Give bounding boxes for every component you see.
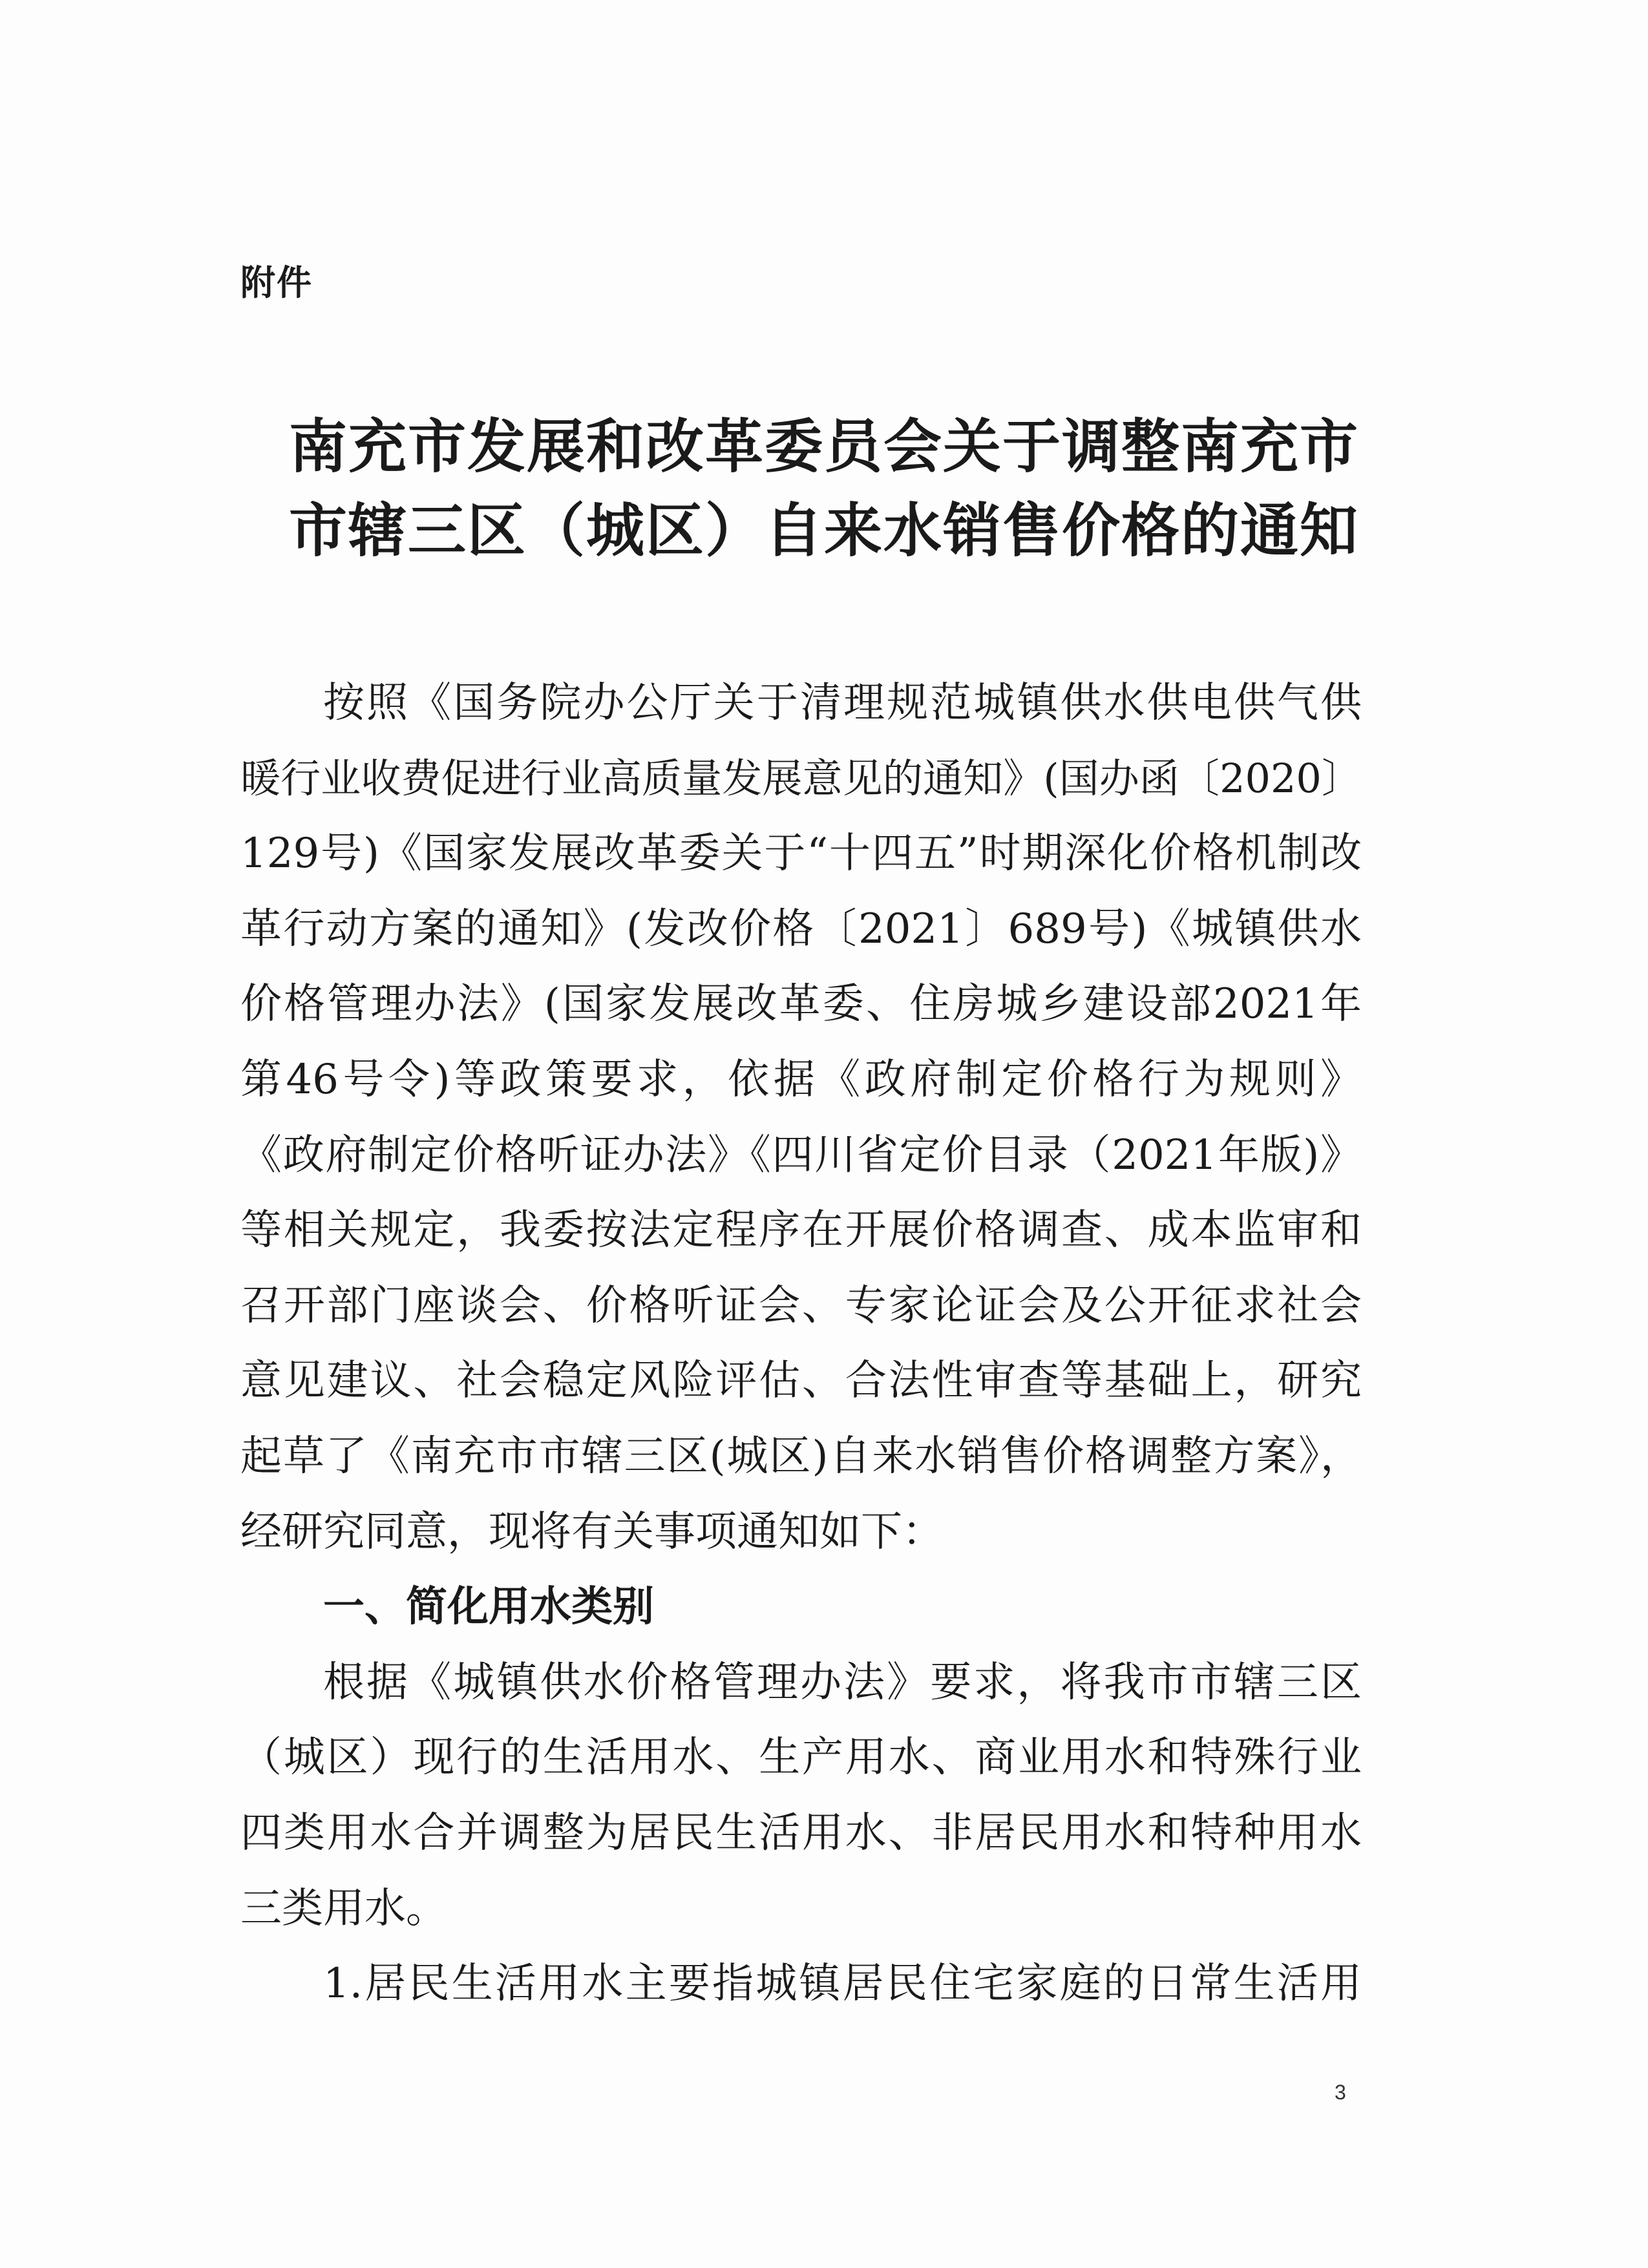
body-line: 意见建议、社会稳定风险评估、合法性审查等基础上，研究 [240,1357,1362,1405]
page-number: 3 [1335,2081,1346,2104]
body-line: 经研究同意，现将有关事项通知如下： [240,1507,944,1556]
body-line: 起草了《南充市市辖三区(城区)自来水销售价格调整方案》， [240,1432,1362,1480]
body-line: 暖行业收费促进行业高质量发展意见的通知》(国办函〔2020〕 [240,754,1362,802]
body-line: 革行动方案的通知》(发改价格〔2021〕689号)《城镇供水 [240,905,1362,953]
body-line: 《政府制定价格听证办法》《四川省定价目录（2021年版)》 [240,1131,1362,1179]
document-body [240,666,1362,2022]
title-line-2: 市辖三区（城区）自来水销售价格的通知 [289,496,1359,565]
body-line: 根据《城镇供水价格管理办法》要求，将我市市辖三区 [323,1658,1362,1706]
body-line: 1.居民生活用水主要指城镇居民住宅家庭的日常生活用 [323,1960,1362,2008]
attachment-label: 附件 [240,262,313,303]
body-line: 三类用水。 [240,1884,447,1933]
body-line: 第46号令)等政策要求，依据《政府制定价格行为规则》 [240,1055,1362,1104]
body-line: （城区）现行的生活用水、生产用水、商业用水和特殊行业 [240,1734,1362,1782]
body-line: 129号)《国家发展改革委关于“十四五”时期深化价格机制改 [240,830,1362,878]
section-heading: 一、简化用水类别 [323,1583,654,1632]
body-line: 四类用水合并调整为居民生活用水、非居民用水和特种用水 [240,1809,1362,1857]
body-line: 召开部门座谈会、价格听证会、专家论证会及公开征求社会 [240,1281,1362,1330]
body-line: 价格管理办法》(国家发展改革委、住房城乡建设部2021年 [240,980,1362,1029]
document-title [213,404,1435,572]
body-line: 按照《国务院办公厅关于清理规范城镇供水供电供气供 [323,679,1362,727]
body-line: 等相关规定，我委按法定程序在开展价格调查、成本监审和 [240,1206,1362,1255]
title-line-1: 南充市发展和改革委员会关于调整南充市 [289,412,1359,481]
